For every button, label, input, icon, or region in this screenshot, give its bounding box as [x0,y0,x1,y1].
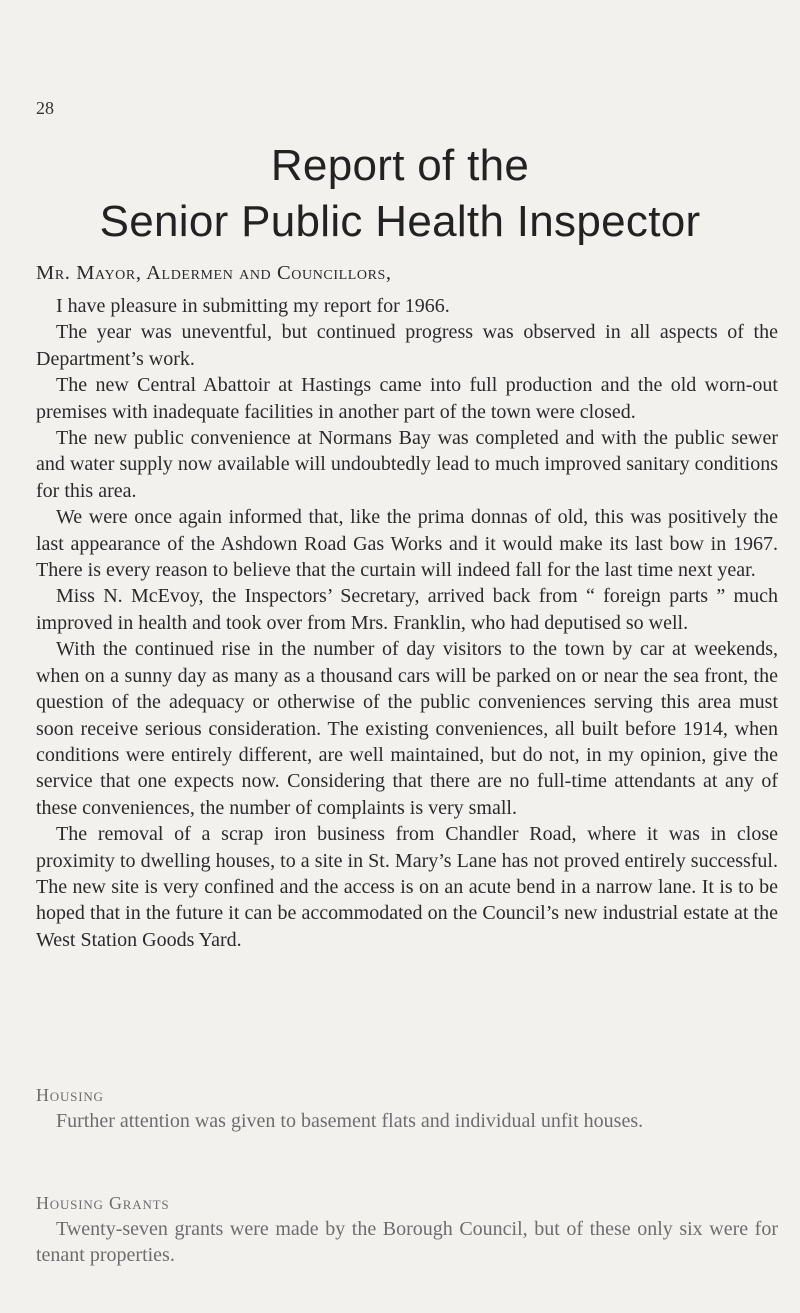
report-body [36,293,778,953]
paragraph: With the continued rise in the number of day visitors to the town by car at weekends, when on a sunny day as many as a thousand cars will be parked on or near the sea front, the question of the adequacy or otherwise of the public conveniences serving this area must soon receive serious consideration. The existing conveniences, all built before 1914, when conditions were entirely different, are well maintained, but do not, in my opinion, give the service that one expects now. Considering that there are no full-time attendants at any of these conveniences, the number of complaints is very small. [36,638,778,819]
paragraph: Miss N. McEvoy, the Inspectors’ Secretary, arrived back from “ foreign parts ” much improved in health and took over from Mrs. Franklin, who had deputised so well. [36,585,778,634]
section-paragraph: Twenty-seven grants were made by the Borough Council, but of these only six were for tenant properties. [36,1218,778,1266]
paragraph: We were once again informed that, like the prima donnas of old, this was positively the last appearance of the Ashdown Road Gas Works and it would make its last bow in 1967. There is every reason to believe that the curtain will indeed fall for the last time next year. [36,506,778,582]
report-title [0,138,800,250]
title-line-1: Report of the [270,141,530,190]
salutation: Mr. Mayor, Aldermen and Councillors, [36,262,392,284]
section-housing-grants [36,1190,778,1268]
page-number: 28 [36,98,54,118]
paragraph: The year was uneventful, but continued progress was observed in all aspects of the Department’s work. [36,321,778,370]
title-line-2: Senior Public Health Inspector [99,197,701,246]
paragraph: The new Central Abattoir at Hastings came into full production and the old worn-out premises with inadequate facilities in another part of the town were closed. [36,374,778,423]
paragraph: I have pleasure in submitting my report for 1966. [56,295,450,317]
paragraph: The removal of a scrap iron business from Chandler Road, where it was in close proximity to dwelling houses, to a site in St. Mary’s Lane has not proved entirely successful. The new site is very confined and the access is on an acute bend in a narrow lane. It is to be hoped that in the future it can be accommodated on the Council’s new industrial estate at the West Station Goods Yard. [36,823,778,951]
section-paragraph: Further attention was given to basement flats and individual unfit houses. [56,1110,644,1132]
section-heading: Housing Grants [36,1193,170,1213]
section-heading: Housing [36,1085,104,1105]
paragraph: The new public convenience at Normans Bay was completed and with the public sewer and water supply now available will undoubtedly lead to much improved sanitary conditions for this area. [36,427,778,502]
section-housing [36,1082,778,1134]
